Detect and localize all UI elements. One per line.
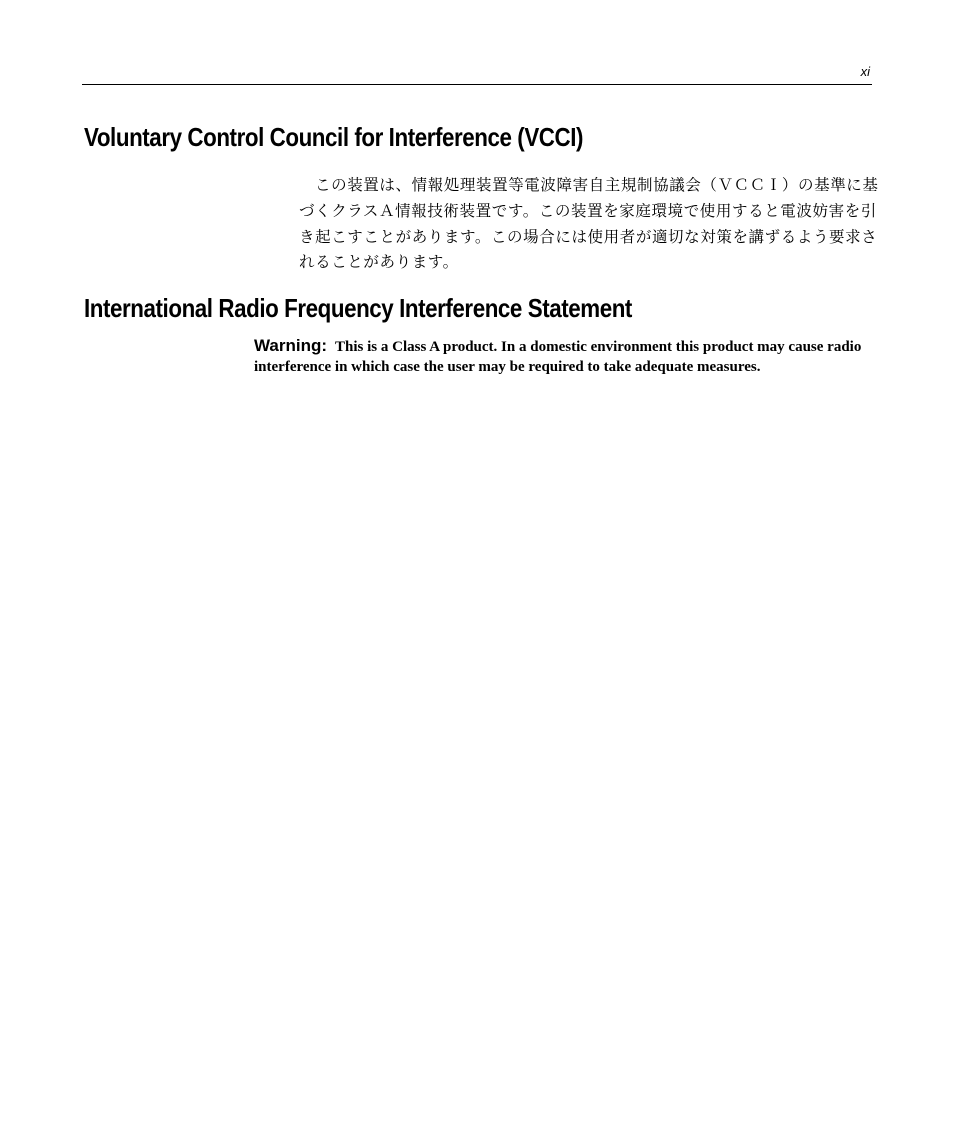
vcci-heading: Voluntary Control Council for Interference (VCCI) xyxy=(84,122,584,152)
page-number: xi xyxy=(860,64,870,79)
international-rfi-heading: International Radio Frequency Interference Statement xyxy=(84,293,632,323)
warning-label: Warning: xyxy=(254,336,328,355)
warning-paragraph xyxy=(254,336,874,377)
vcci-japanese-text: この装置は、情報処理装置等電波障害自主規制協議会（ＶＣＣＩ）の基準に基づくクラスＡ情報技術装置です。この装置を家庭環境で使用すると電波妨害を引き起こすことがあります。この場合には使用者が適切な対策を講ずるよう要求されることがあります。 xyxy=(299,176,879,272)
header-rule xyxy=(82,84,872,85)
warning-text: This is a Class A product. In a domestic environment this product may cause radio interference in which case the user may be required to take adequate measures. xyxy=(254,339,862,375)
